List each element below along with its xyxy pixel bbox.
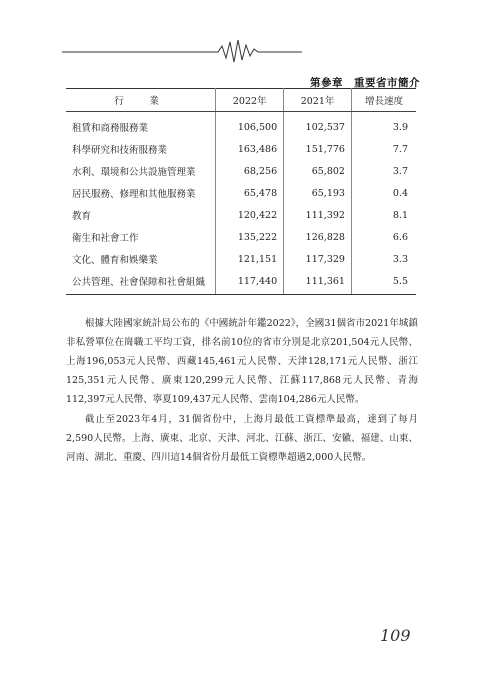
cell-industry: 租賃和商務服務業 [72,123,149,134]
cell-2022: 65,478 [216,182,284,204]
page-header [0,36,480,89]
cell-industry: 衛生和社會工作 [72,233,139,244]
cell-growth: 0.4 [351,182,416,204]
table-row [66,138,416,160]
cell-2021: 126,828 [284,226,352,248]
cell-growth: 5.5 [351,270,416,295]
cell-industry: 水利、環境和公共設施管理業 [72,167,196,178]
salary-table [66,88,416,295]
table-row [66,226,416,248]
heartbeat-line-ornament [0,36,480,66]
cell-growth: 3.7 [351,160,416,182]
cell-2021: 102,537 [284,112,352,139]
cell-2022: 117,440 [216,270,284,295]
cell-2022: 106,500 [216,112,284,139]
column-header-growth: 增長速度 [351,89,416,112]
cell-2021: 65,802 [284,160,352,182]
table-row [66,248,416,270]
paragraph-average-wages: 根據大陸國家統計局公布的《中國統計年鑑2022》，全國31個省市2021年城鎮非私營單位在崗職工平均工資，排名前10位的省市分別是北京201,504元人民幣、上海196,053元人民幣、西藏145,461元人民幣、天津128,171元人民幣、浙江125,351元人民幣、廣東120,299元人民幣、江蘇117,868元人民幣、青海112,397元人民幣、寧夏109,437元人民幣、雲南104,286元人民幣。 [66,318,418,405]
column-header-2021: 2021年 [284,89,352,112]
cell-growth: 3.3 [351,248,416,270]
table-row [66,182,416,204]
cell-industry: 文化、體育和娛樂業 [72,255,158,266]
page-number: 109 [380,626,411,645]
cell-2022: 120,422 [216,204,284,226]
cell-industry: 科學研究和技術服務業 [72,145,168,156]
cell-industry: 教育 [72,211,92,222]
cell-2021: 117,329 [284,248,352,270]
column-header-industry: 行 業 [66,89,216,112]
paragraph-minimum-wage: 截止至2023年4月，31個省份中，上海月最低工資標準最高，達到了每月2,590人民幣。上海、廣東、北京、天津、河北、江蘇、浙江、安徽、福建、山東、河南、湖北、重慶、四川這14個省份月最低工資標準超過2,000人民幣。 [66,414,418,463]
cell-industry: 居民服務、修理和其他服務業 [72,189,196,200]
cell-2021: 65,193 [284,182,352,204]
cell-2021: 151,776 [284,138,352,160]
table-row [66,112,416,139]
table-row [66,204,416,226]
cell-2022: 163,486 [216,138,284,160]
cell-2022: 121,151 [216,248,284,270]
cell-industry: 公共管理、社會保障和社會組織 [66,270,216,295]
cell-2021: 111,392 [284,204,352,226]
table-header-row [66,89,416,112]
cell-growth: 6.6 [351,226,416,248]
cell-2022: 135,222 [216,226,284,248]
table-row [66,270,416,295]
column-header-2022: 2022年 [216,89,284,112]
chapter-title: 第參章 重要省市簡介 [310,77,420,89]
cell-2022: 68,256 [216,160,284,182]
cell-2021: 111,361 [284,270,352,295]
table-row [66,160,416,182]
cell-growth: 3.9 [351,112,416,139]
cell-growth: 8.1 [351,204,416,226]
cell-growth: 7.7 [351,138,416,160]
